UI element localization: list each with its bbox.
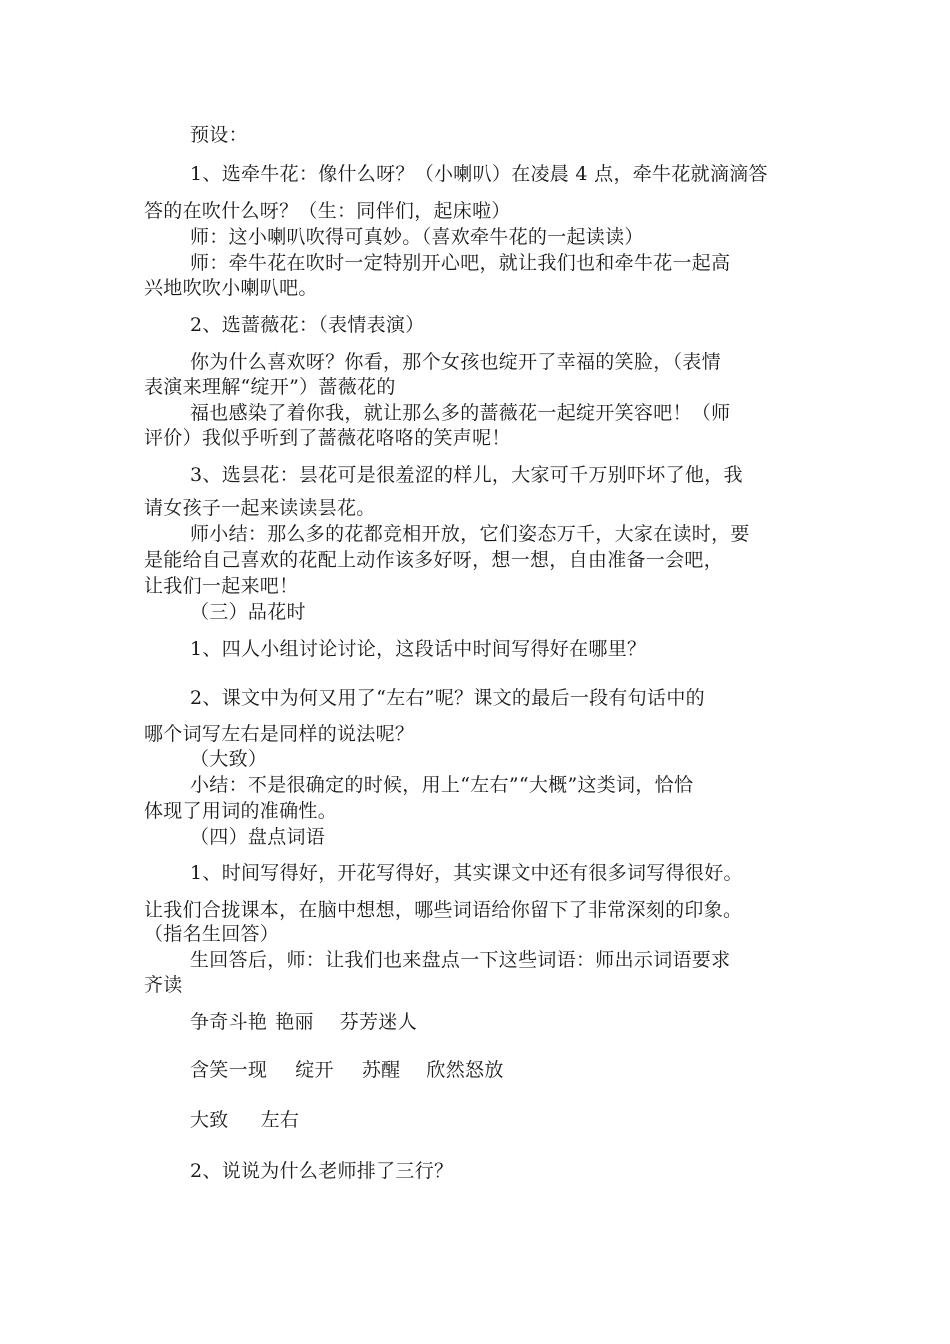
text-line: 让我们一起来吧！ <box>144 575 299 597</box>
text-line: 3、选昙花：昙花可是很羞涩的样儿，大家可千万别吓坏了他，我 <box>190 464 743 486</box>
text-line: 评价）我似乎听到了蔷薇花咯咯的笑声呢！ <box>144 427 511 449</box>
text-line: 1、选牵牛花：像什么呀？（小喇叭）在凌晨 4 点，牵牛花就滴滴答 <box>190 163 768 185</box>
text-line: 预设： <box>190 124 248 146</box>
word: 芬芳迷人 <box>339 1011 418 1033</box>
text-line: 齐读 <box>144 974 183 996</box>
text-line: 1、四人小组讨论讨论，这段话中时间写得好在哪里？ <box>190 638 647 660</box>
word: 绽开 <box>295 1059 334 1081</box>
text-line: 2、说说为什么老师排了三行？ <box>190 1160 454 1182</box>
text-line: 请女孩子一起来读读昙花。 <box>144 497 376 519</box>
text-line: 2、课文中为何又用了“左右”呢？课文的最后一段有句话中的 <box>190 687 705 709</box>
word: 苏醒 <box>361 1059 401 1081</box>
text-line: 让我们合拢课本，在脑中想想，哪些词语给你留下了非常深刻的印象。 <box>144 899 743 921</box>
word: 左右 <box>260 1109 300 1131</box>
word: 含笑一现 <box>190 1059 268 1081</box>
word: 欣然怒放 <box>426 1059 504 1081</box>
text-line: 师：这小喇叭吹得可真妙。（喜欢牵牛花的一起读读） <box>190 226 644 248</box>
text-line: 你为什么喜欢呀？你看，那个女孩也绽开了幸福的笑脸，（表情 <box>190 351 721 373</box>
text-line: 体现了用词的准确性。 <box>144 800 338 822</box>
text-line: 答的在吹什么呀？（生：同伴们，起床啦） <box>144 200 511 222</box>
text-line: 兴地吹吹小喇叭吧。 <box>144 277 318 299</box>
text-line: 哪个词写左右是同样的说法呢？ <box>144 723 415 745</box>
text-line: 生回答后，师：让我们也来盘点一下这些词语：师出示词语要求 <box>190 949 731 971</box>
text-line: 表演来理解“绽开”）蔷薇花的 <box>144 376 396 398</box>
word-row <box>190 1010 417 1034</box>
text-line: 师：牵牛花在吹时一定特别开心吧，就让我们也和牵牛花一起高 <box>190 252 731 274</box>
text-line: 福也感染了着你我，就让那么多的蔷薇花一起绽开笑容吧！（师 <box>190 402 731 424</box>
word: 争奇斗艳 <box>190 1011 268 1033</box>
text-line: 师小结：那么多的花都竞相开放，它们姿态万千，大家在读时，要 <box>190 523 750 545</box>
section-heading: （三）品花时 <box>190 601 306 623</box>
word-row <box>190 1108 299 1132</box>
word-row <box>190 1058 504 1082</box>
text-line: 是能给自己喜欢的花配上动作该多好呀，想一想，自由准备一会吧， <box>144 549 724 571</box>
text-line: （大致） <box>190 748 268 770</box>
text-line: 1、时间写得好，开花写得好，其实课文中还有很多词写得很好。 <box>190 862 743 884</box>
text-line: 小结：不是很确定的时候，用上“左右”“大概”这类词，恰恰 <box>190 774 694 796</box>
text-line: （指名生回答） <box>144 923 280 945</box>
word: 艳丽 <box>275 1011 314 1033</box>
text-line: 2、选蔷薇花：（表情表演） <box>190 314 425 336</box>
section-heading: （四）盘点词语 <box>190 826 326 848</box>
word: 大致 <box>190 1109 229 1131</box>
